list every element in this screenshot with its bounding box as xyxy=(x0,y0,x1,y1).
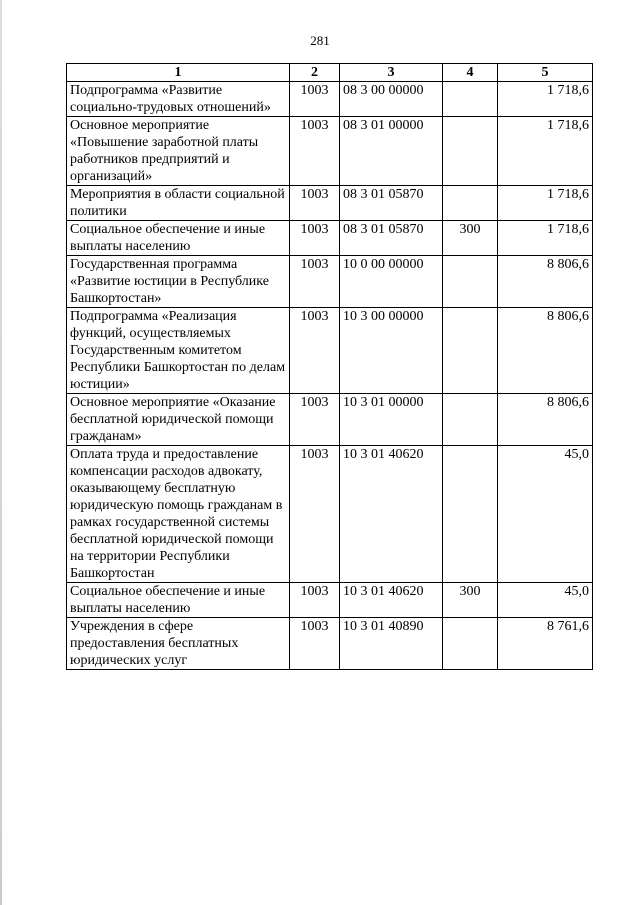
row-name: Мероприятия в области социальной политики xyxy=(67,186,290,221)
row-amount: 8 806,6 xyxy=(498,394,593,446)
row-code: 10 3 00 00000 xyxy=(340,308,443,394)
row-section: 1003 xyxy=(290,82,340,117)
row-code: 10 0 00 00000 xyxy=(340,256,443,308)
row-amount: 8 806,6 xyxy=(498,256,593,308)
row-name: Подпрограмма «Развитие социально-трудовых отношений» xyxy=(67,82,290,117)
budget-table xyxy=(66,63,593,670)
row-section: 1003 xyxy=(290,256,340,308)
row-section: 1003 xyxy=(290,221,340,256)
row-section: 1003 xyxy=(290,117,340,186)
row-name: Учреждения в сфере предоставления бесплатных юридических услуг xyxy=(67,618,290,670)
row-amount: 45,0 xyxy=(498,446,593,583)
row-code: 08 3 01 00000 xyxy=(340,117,443,186)
row-type xyxy=(443,394,498,446)
column-header: 4 xyxy=(443,64,498,82)
row-section: 1003 xyxy=(290,394,340,446)
table-row xyxy=(67,221,593,256)
row-amount: 8 806,6 xyxy=(498,308,593,394)
row-code: 08 3 01 05870 xyxy=(340,221,443,256)
page-number: 281 xyxy=(310,33,330,48)
row-type xyxy=(443,446,498,583)
table-row xyxy=(67,583,593,618)
row-name: Государственная программа «Развитие юстиции в Республике Башкортостан» xyxy=(67,256,290,308)
row-name: Социальное обеспечение и иные выплаты населению xyxy=(67,583,290,618)
row-name: Основное мероприятие «Оказание бесплатной юридической помощи гражданам» xyxy=(67,394,290,446)
table-row xyxy=(67,308,593,394)
row-type xyxy=(443,117,498,186)
row-name: Оплата труда и предоставление компенсации расходов адвокату, оказывающему бесплатную юридическую помощь гражданам в рамках государственной системы бесплатной юридической помощи на территории Республики Башкортостан xyxy=(67,446,290,583)
row-type: 300 xyxy=(443,221,498,256)
table-row xyxy=(67,82,593,117)
row-name: Подпрограмма «Реализация функций, осуществляемых Государственным комитетом Республики Башкортостан по делам юстиции» xyxy=(67,308,290,394)
row-section: 1003 xyxy=(290,618,340,670)
row-type: 300 xyxy=(443,583,498,618)
row-name: Основное мероприятие «Повышение заработной платы работников предприятий и организаций» xyxy=(67,117,290,186)
row-type xyxy=(443,618,498,670)
row-section: 1003 xyxy=(290,308,340,394)
header-row xyxy=(67,64,593,82)
row-name: Социальное обеспечение и иные выплаты населению xyxy=(67,221,290,256)
row-type xyxy=(443,256,498,308)
row-amount: 45,0 xyxy=(498,583,593,618)
row-section: 1003 xyxy=(290,583,340,618)
scan-edge xyxy=(0,0,2,905)
column-header: 3 xyxy=(340,64,443,82)
row-code: 10 3 01 00000 xyxy=(340,394,443,446)
row-code: 08 3 01 05870 xyxy=(340,186,443,221)
row-section: 1003 xyxy=(290,186,340,221)
table-row xyxy=(67,446,593,583)
row-amount: 1 718,6 xyxy=(498,82,593,117)
row-code: 10 3 01 40620 xyxy=(340,446,443,583)
table-row xyxy=(67,117,593,186)
row-type xyxy=(443,82,498,117)
row-type xyxy=(443,308,498,394)
row-code: 10 3 01 40890 xyxy=(340,618,443,670)
table-row xyxy=(67,186,593,221)
table-row xyxy=(67,618,593,670)
row-amount: 1 718,6 xyxy=(498,117,593,186)
row-code: 10 3 01 40620 xyxy=(340,583,443,618)
row-amount: 8 761,6 xyxy=(498,618,593,670)
column-header: 1 xyxy=(67,64,290,82)
column-header: 5 xyxy=(498,64,593,82)
column-header: 2 xyxy=(290,64,340,82)
row-amount: 1 718,6 xyxy=(498,221,593,256)
table-row xyxy=(67,256,593,308)
row-amount: 1 718,6 xyxy=(498,186,593,221)
table-row xyxy=(67,394,593,446)
row-code: 08 3 00 00000 xyxy=(340,82,443,117)
row-type xyxy=(443,186,498,221)
row-section: 1003 xyxy=(290,446,340,583)
